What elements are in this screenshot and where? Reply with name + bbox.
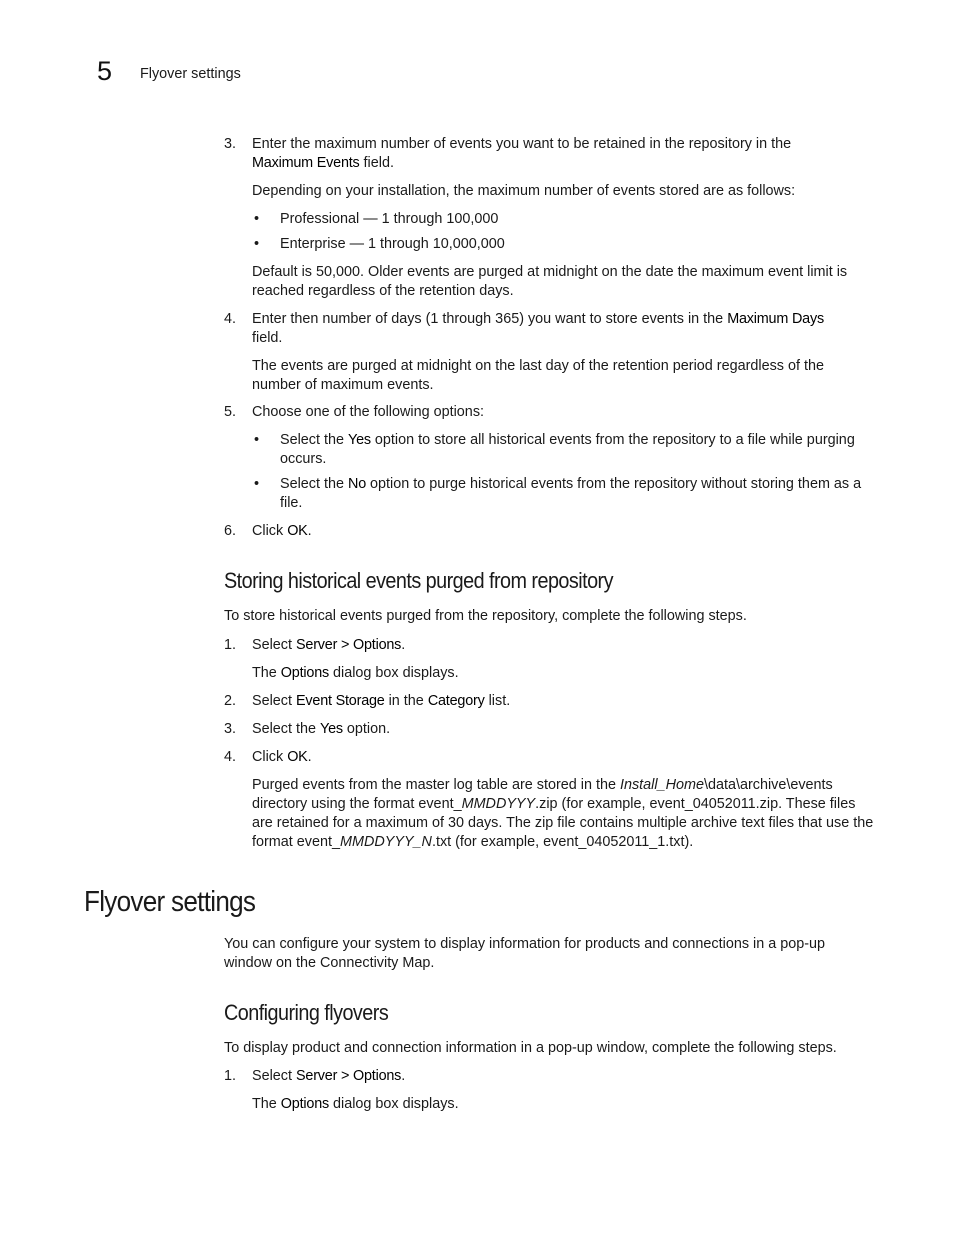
list-item: • Select the No option to purge historical events from the repository without storing them as a file. <box>254 476 862 511</box>
list-item-text: option to store all historical events from the repository to a file while purging occurs. <box>280 432 855 467</box>
list-item-text: Select the <box>280 432 348 448</box>
ui-term: No <box>348 476 366 492</box>
step-text: list. <box>484 693 511 709</box>
step-number: 2. <box>224 693 237 709</box>
page-heading: Flyover settings <box>84 886 256 918</box>
step-text: in the <box>384 693 428 709</box>
ui-term: Yes <box>320 721 343 737</box>
paragraph: The events are purged at midnight on the last day of the retention period regardless of the number of maximum events. <box>252 358 824 393</box>
step-text: field. <box>359 155 394 171</box>
paragraph: You can configure your system to display information for products and connections in a pop-up window on the Connectivity Map. <box>224 936 826 971</box>
paragraph-text: \data\archive\events directory using the format event_ <box>252 777 833 812</box>
paragraph: Depending on your installation, the maximum number of events stored are as follows: <box>252 183 796 199</box>
step-text: Click <box>252 523 288 539</box>
list-item: • Professional — 1 through 100,000 <box>252 210 874 229</box>
paragraph: To store historical events purged from the repository, complete the following steps. <box>224 608 747 624</box>
section-heading: Configuring flyovers <box>224 1000 389 1025</box>
step-text: Select <box>252 637 296 653</box>
paragraph-text: .txt (for example, event_04052011_1.txt). <box>431 834 694 850</box>
step-text: . <box>401 637 406 653</box>
step-text: Select the <box>252 721 320 737</box>
chapter-number: 5 <box>97 56 113 86</box>
ui-term: Event Storage <box>296 693 385 709</box>
italic-term: Install_Home <box>619 777 704 793</box>
step-text: . <box>307 749 312 765</box>
list-item-text: option to purge historical events from the repository without storing them as a file. <box>280 476 862 511</box>
step-number: 4. <box>224 311 237 327</box>
paragraph <box>252 776 874 852</box>
step-text: Select <box>252 1068 296 1084</box>
step-text: Choose one of the following options: <box>252 404 485 420</box>
step-5 <box>224 403 874 422</box>
list-item: • Select the Yes option to store all historical events from the repository to a file while purging occurs. <box>254 432 855 467</box>
ui-term: Options <box>280 1096 329 1112</box>
step-text: option. <box>342 721 391 737</box>
section-heading: Storing historical events purged from repository <box>224 568 613 593</box>
step-text: Enter the maximum number of events you want to be retained in the repository in the <box>252 136 792 152</box>
paragraph <box>252 664 874 683</box>
ui-term: OK <box>287 523 308 539</box>
paragraph-text: The <box>252 665 281 681</box>
step-number: 1. <box>224 1068 237 1084</box>
step-text: field. <box>252 330 283 346</box>
step-3 <box>224 135 874 173</box>
list-item-text: Professional — 1 through 100,000 <box>280 211 499 227</box>
step-3 <box>224 720 874 739</box>
ui-term: Server > Options <box>296 637 402 653</box>
paragraph: Default is 50,000. Older events are purged at midnight on the date the maximum event limit is reached regardless of the retention days. <box>252 264 848 299</box>
step-text: Enter then number of days (1 through 365) you want to store events in the <box>252 311 728 327</box>
italic-term: MMDDYYY_N <box>340 834 432 850</box>
ui-term: Server > Options <box>296 1068 402 1084</box>
paragraph-text: dialog box displays. <box>329 1096 459 1112</box>
step-text: Click <box>252 749 288 765</box>
step-2 <box>224 692 874 711</box>
step-text: . <box>307 523 312 539</box>
ui-term: Maximum Days <box>727 311 824 327</box>
paragraph-text: dialog box displays. <box>329 665 459 681</box>
paragraph-text: .zip (for example, event_04052011.zip. These files are retained for a maximum of 30 days. The zip file contains multiple archive text files that use the format event_ <box>252 796 874 850</box>
step-6 <box>224 522 874 541</box>
paragraph-text: Purged events from the master log table are stored in the <box>252 777 620 793</box>
paragraph <box>252 1095 874 1114</box>
step-text: Select <box>252 693 296 709</box>
step-1 <box>224 636 874 655</box>
step-4 <box>224 748 874 767</box>
list-item-text: Enterprise — 1 through 10,000,000 <box>280 236 505 252</box>
ui-term: Options <box>280 665 329 681</box>
step-1 <box>224 1067 874 1086</box>
step-number: 3. <box>224 136 237 152</box>
chapter-title: Flyover settings <box>140 66 241 82</box>
ui-term: OK <box>287 749 308 765</box>
step-number: 6. <box>224 523 237 539</box>
italic-term: MMDDYYY <box>461 796 536 812</box>
step-4 <box>224 310 874 348</box>
ui-term: Maximum Events <box>252 155 360 171</box>
paragraph: To display product and connection information in a pop-up window, complete the following steps. <box>224 1040 837 1056</box>
list-item: • Enterprise — 1 through 10,000,000 <box>252 235 874 254</box>
ui-term: Yes <box>348 432 371 448</box>
step-number: 5. <box>224 404 237 420</box>
step-number: 4. <box>224 749 237 765</box>
list-item-text: Select the <box>280 476 348 492</box>
paragraph-text: The <box>252 1096 281 1112</box>
step-text: . <box>401 1068 406 1084</box>
step-number: 1. <box>224 637 237 653</box>
ui-term: Category <box>427 693 485 709</box>
step-number: 3. <box>224 721 237 737</box>
